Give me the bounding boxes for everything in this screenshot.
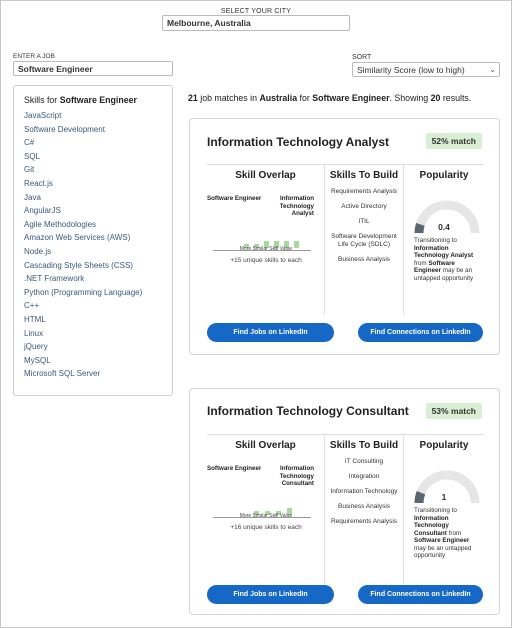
skills-to-build-list xyxy=(325,188,403,264)
sparkline-caption: More Similar Skill Value xyxy=(239,513,293,519)
from-label: from xyxy=(414,259,429,267)
popularity-value: 1 xyxy=(441,492,447,502)
build-skill-item[interactable]: ITIL xyxy=(358,218,370,225)
skill-item[interactable]: Agile Methodologies xyxy=(24,219,97,229)
skill-item[interactable]: jQuery xyxy=(24,342,48,352)
transitioning-label: Transitioning to xyxy=(414,237,457,244)
target-job: Information Technology Consultant xyxy=(414,514,449,537)
overlap-target-job: Information Technology Analyst xyxy=(279,195,314,217)
find-connections-linkedin-button[interactable]: Find Connections on LinkedIn xyxy=(358,323,483,342)
skill-overlap-heading: Skill Overlap xyxy=(235,440,296,451)
chevron-down-icon: ⌄ xyxy=(489,65,496,74)
popularity-column xyxy=(404,165,484,315)
skill-item[interactable]: C++ xyxy=(24,301,40,311)
untapped-label: may be an untapped opportunity xyxy=(414,267,474,282)
popularity-column xyxy=(404,435,484,585)
skill-item[interactable]: JavaScript xyxy=(24,111,62,120)
card-grid xyxy=(207,164,484,314)
card-grid xyxy=(207,434,484,584)
sort-label: SORT xyxy=(352,54,372,61)
results-count: 21 xyxy=(188,93,198,103)
skill-item[interactable]: AngularJS xyxy=(24,206,61,216)
skills-panel xyxy=(13,85,173,396)
results-text: results. xyxy=(442,93,472,103)
skill-overlap-column xyxy=(207,435,325,585)
city-label: SELECT YOUR CITY xyxy=(220,8,292,15)
skill-item[interactable]: MySQL xyxy=(24,355,51,365)
skills-list xyxy=(24,109,162,381)
skill-item[interactable]: React.js xyxy=(24,178,53,188)
match-badge: 53% match xyxy=(426,403,482,419)
skills-to-build-column xyxy=(325,165,404,315)
untapped-label: may be an untapped opportunity xyxy=(414,544,472,559)
skills-panel-title xyxy=(24,95,162,105)
skill-item[interactable]: C# xyxy=(24,138,35,148)
job-card xyxy=(189,388,500,615)
sort-value: Similarity Score (low to high) xyxy=(357,65,465,75)
skill-item[interactable]: SQL xyxy=(24,151,41,161)
target-job: Information Technology Analyst xyxy=(414,244,474,259)
find-connections-linkedin-button[interactable]: Find Connections on LinkedIn xyxy=(358,585,483,604)
results-text: job matches in xyxy=(200,93,257,103)
card-title[interactable]: Information Technology Consultant xyxy=(207,404,409,418)
skills-title-job: Software Engineer xyxy=(59,95,137,105)
job-input[interactable]: Software Engineer xyxy=(13,61,173,76)
skills-to-build-heading: Skills To Build xyxy=(329,170,399,181)
skills-to-build-list xyxy=(325,458,403,526)
results-text: . Showing xyxy=(389,93,429,103)
source-job: Software Engineer xyxy=(414,537,470,544)
skill-item[interactable]: Linux xyxy=(24,328,44,338)
skill-item[interactable]: Cascading Style Sheets (CSS) xyxy=(24,260,133,270)
overlap-target-job: Information Technology Consultant xyxy=(279,465,314,487)
skill-item[interactable]: Git xyxy=(24,165,35,175)
popularity-heading: Popularity xyxy=(419,170,469,181)
skills-to-build-heading: Skills To Build xyxy=(329,440,399,451)
skill-item[interactable]: Microsoft SQL Server xyxy=(24,369,101,379)
find-jobs-linkedin-button[interactable]: Find Jobs on LinkedIn xyxy=(207,323,334,342)
overlap-source-job: Software Engineer xyxy=(207,195,262,202)
results-summary xyxy=(188,93,471,103)
skill-item[interactable]: Amazon Web Services (AWS) xyxy=(24,233,131,243)
job-label: ENTER A JOB xyxy=(13,53,55,60)
build-skill-item[interactable]: Integration xyxy=(348,473,380,480)
job-card xyxy=(189,118,500,355)
build-skill-item[interactable]: Business Analysis xyxy=(337,503,391,510)
build-skill-item[interactable]: Information Technology xyxy=(330,488,398,495)
build-skill-item[interactable]: Business Analysis xyxy=(337,256,391,263)
skills-to-build-column xyxy=(325,435,404,585)
build-skill-item[interactable]: Requirements Analysis xyxy=(330,188,398,195)
transitioning-label: Transitioning to xyxy=(414,507,457,514)
skill-item[interactable]: Java xyxy=(24,192,41,202)
build-skill-item[interactable]: Active Directory xyxy=(341,203,387,210)
build-skill-item[interactable]: Software Development Life Cycle (SDLC) xyxy=(331,233,397,248)
sort-select[interactable] xyxy=(352,62,500,77)
popularity-text xyxy=(414,507,482,560)
from-label: from xyxy=(446,529,462,537)
popularity-text xyxy=(414,237,482,282)
results-location: Australia xyxy=(259,93,298,103)
results-shown: 20 xyxy=(430,93,441,103)
skill-item[interactable]: Node.js xyxy=(24,246,52,256)
overlap-source-job: Software Engineer xyxy=(207,465,262,472)
city-input[interactable]: Melbourne, Australia xyxy=(162,15,350,31)
skill-item[interactable]: .NET Framework xyxy=(24,274,85,284)
match-badge: 52% match xyxy=(426,133,482,149)
skills-title-prefix: Skills for xyxy=(24,95,58,105)
sparkline-caption: More Similar Skill Value xyxy=(239,246,293,252)
build-skill-item[interactable]: IT Consulting xyxy=(344,458,384,465)
card-title[interactable]: Information Technology Analyst xyxy=(207,135,390,149)
popularity-heading: Popularity xyxy=(419,440,469,451)
skill-item[interactable]: HTML xyxy=(24,314,46,324)
build-skill-item[interactable]: Requirements Analysis xyxy=(330,518,398,525)
skill-item[interactable]: Python (Programming Language) xyxy=(24,287,143,297)
skill-item[interactable]: Software Development xyxy=(24,124,105,134)
results-text: for xyxy=(299,93,310,103)
skill-overlap-heading: Skill Overlap xyxy=(235,170,296,181)
unique-skills-count: +16 unique skills to each xyxy=(230,524,302,531)
find-jobs-linkedin-button[interactable]: Find Jobs on LinkedIn xyxy=(207,585,334,604)
skill-overlap-column xyxy=(207,165,325,315)
source-job: Software Engineer xyxy=(414,259,455,274)
unique-skills-count: +15 unique skills to each xyxy=(230,257,302,264)
results-job: Software Engineer xyxy=(312,93,390,103)
popularity-value: 0.4 xyxy=(438,222,450,232)
